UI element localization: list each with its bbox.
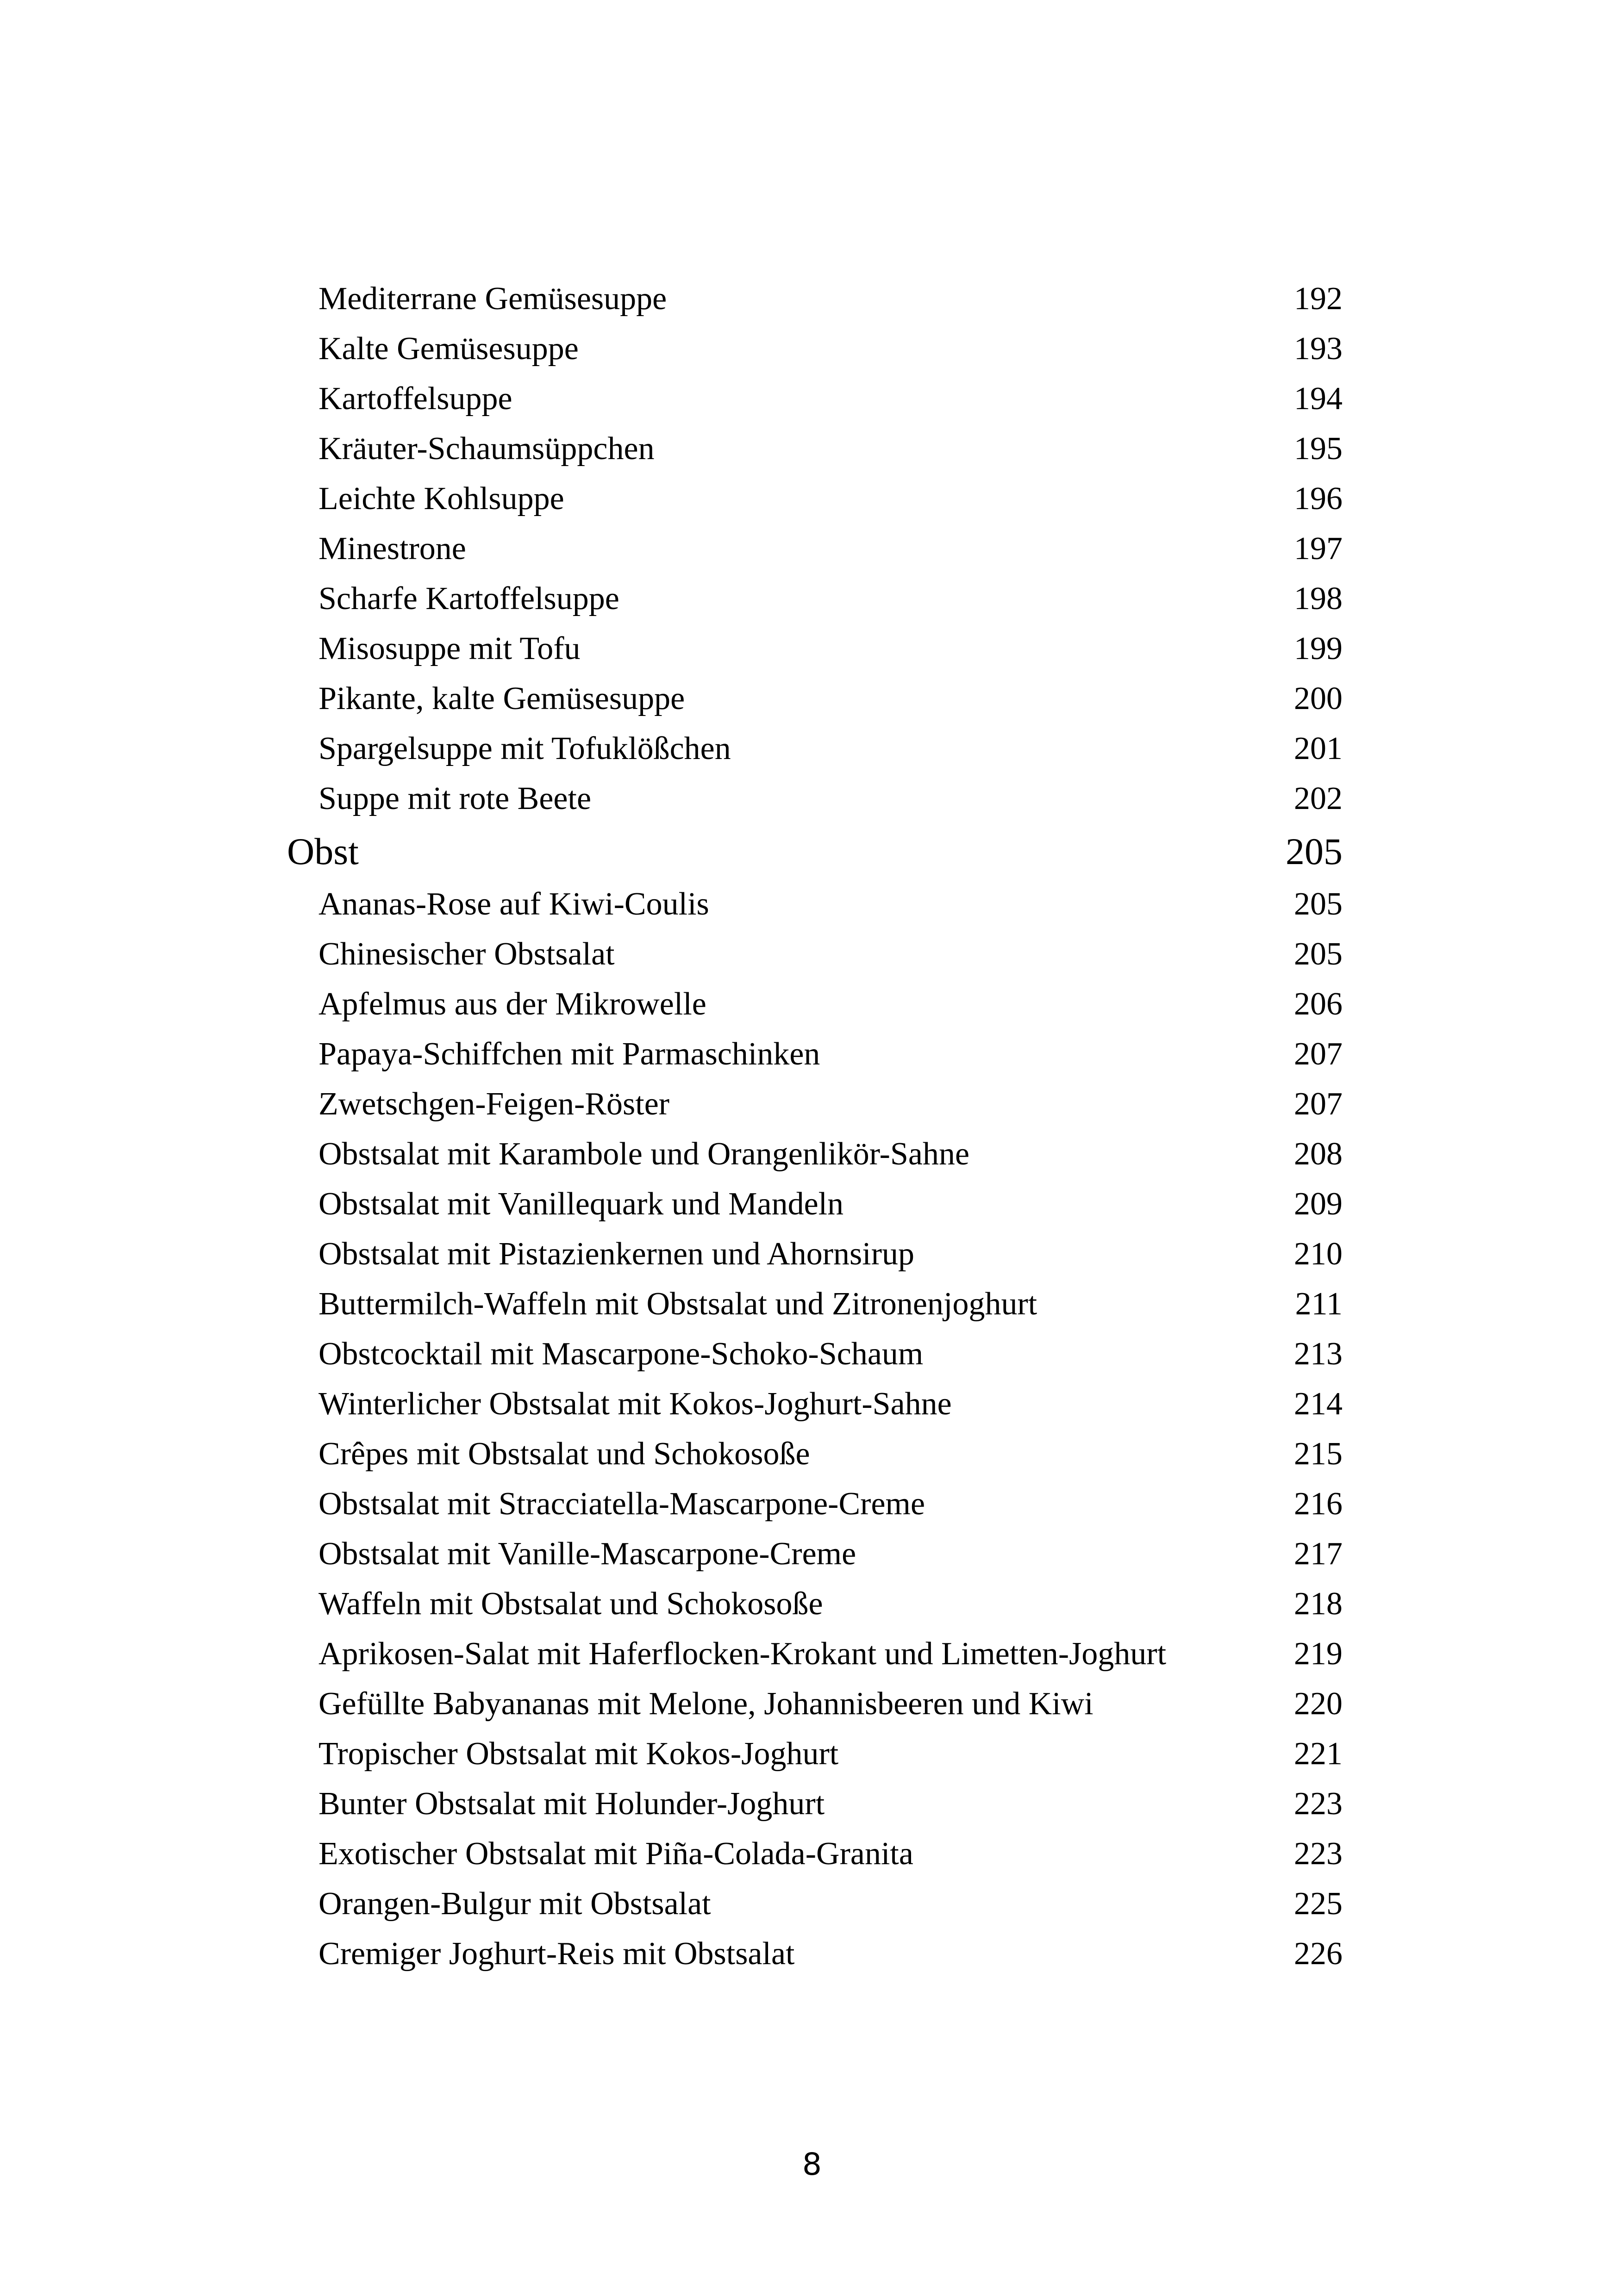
toc-entry (0, 1779, 1624, 1829)
toc-entry (0, 1879, 1624, 1929)
toc-entry-title: Zwetschgen-Feigen-Röster (319, 1086, 670, 1122)
toc-entry-page-number: 195 (1294, 431, 1343, 467)
toc-entry (0, 1729, 1624, 1779)
toc-entry (0, 1679, 1624, 1729)
toc-entry-title: Chinesischer Obstsalat (319, 936, 615, 972)
toc-entry-page-number: 221 (1294, 1736, 1343, 1772)
toc-entry (0, 624, 1624, 674)
toc-entry (0, 879, 1624, 929)
toc-entry-title: Crêpes mit Obstsalat und Schokosoße (319, 1436, 810, 1472)
toc-section-title: Obst (287, 830, 359, 872)
toc-entry (0, 724, 1624, 774)
toc-entry-page-number: 202 (1294, 781, 1343, 816)
toc-entry (0, 1479, 1624, 1529)
toc-entry-page-number: 215 (1294, 1436, 1343, 1472)
toc-entry (0, 274, 1624, 324)
toc-entry (0, 1429, 1624, 1479)
toc-entry-page-number: 210 (1294, 1236, 1343, 1272)
toc-entry-page-number: 213 (1294, 1336, 1343, 1372)
toc-entry-title: Waffeln mit Obstsalat und Schokosoße (319, 1586, 823, 1622)
toc-entry-title: Obstcocktail mit Mascarpone-Schoko-Schaum (319, 1336, 924, 1372)
toc-entry (0, 324, 1624, 374)
toc-entry-title: Gefüllte Babyananas mit Melone, Johannisbeeren und Kiwi (319, 1686, 1093, 1722)
toc-entry-title: Winterlicher Obstsalat mit Kokos-Joghurt-Sahne (319, 1386, 952, 1422)
toc-entry (0, 574, 1624, 624)
toc-entry (0, 1929, 1624, 1979)
toc-entry (0, 929, 1624, 979)
toc-entry-page-number: 206 (1294, 986, 1343, 1022)
toc-entry-page-number: 192 (1294, 281, 1343, 317)
toc-entry-page-number: 225 (1294, 1886, 1343, 1922)
toc-entry-title: Obstsalat mit Vanille-Mascarpone-Creme (319, 1536, 856, 1572)
toc-entry-title: Leichte Kohlsuppe (319, 481, 564, 516)
toc-entry-title: Obstsalat mit Karambole und Orangenlikör-Sahne (319, 1136, 970, 1172)
toc-entry-page-number: 217 (1294, 1536, 1343, 1572)
toc-entry-page-number: 205 (1294, 936, 1343, 972)
toc-entry-page-number: 207 (1294, 1086, 1343, 1122)
toc-entry-title: Kalte Gemüsesuppe (319, 331, 579, 367)
toc-entry (0, 1079, 1624, 1129)
toc-entry (0, 774, 1624, 824)
toc-entry (0, 1629, 1624, 1679)
toc-entry-page-number: 223 (1294, 1786, 1343, 1822)
toc-entry (0, 1329, 1624, 1379)
toc-entry-page-number: 211 (1295, 1286, 1343, 1322)
toc-entry-page-number: 208 (1294, 1136, 1343, 1172)
toc-entry-title: Obstsalat mit Vanillequark und Mandeln (319, 1186, 844, 1222)
toc-entry-page-number: 198 (1294, 581, 1343, 616)
toc-section-heading (0, 824, 1624, 879)
toc-entry-title: Kräuter-Schaumsüppchen (319, 431, 655, 467)
toc-entry-title: Tropischer Obstsalat mit Kokos-Joghurt (319, 1736, 839, 1772)
toc-entry (0, 1229, 1624, 1279)
toc-entry-page-number: 209 (1294, 1186, 1343, 1222)
toc-entry-page-number: 226 (1294, 1936, 1343, 1972)
toc-entry-page-number: 207 (1294, 1036, 1343, 1072)
toc-entry-title: Suppe mit rote Beete (319, 781, 592, 816)
toc-entry (0, 524, 1624, 574)
toc-entry-title: Pikante, kalte Gemüsesuppe (319, 681, 685, 716)
toc-entry-title: Cremiger Joghurt-Reis mit Obstsalat (319, 1936, 795, 1972)
toc-entry-title: Scharfe Kartoffelsuppe (319, 581, 619, 616)
toc-entry-page-number: 205 (1294, 886, 1343, 922)
toc-entry-title: Mediterrane Gemüsesuppe (319, 281, 667, 317)
toc-entry (0, 1829, 1624, 1879)
toc-entry (0, 1179, 1624, 1229)
toc-entry-title: Kartoffelsuppe (319, 381, 512, 417)
toc-entry (0, 374, 1624, 424)
toc-entry-title: Papaya-Schiffchen mit Parmaschinken (319, 1036, 820, 1072)
toc-entry-page-number: 200 (1294, 681, 1343, 716)
toc-entry-title: Spargelsuppe mit Tofuklößchen (319, 731, 731, 766)
toc-entry-title: Orangen-Bulgur mit Obstsalat (319, 1886, 711, 1922)
toc-entry (0, 1129, 1624, 1179)
toc-entry (0, 1379, 1624, 1429)
toc-entry-page-number: 199 (1294, 631, 1343, 666)
toc-entry (0, 1279, 1624, 1329)
toc-entry (0, 674, 1624, 724)
toc-entry-title: Apfelmus aus der Mikrowelle (319, 986, 706, 1022)
table-of-contents (0, 274, 1624, 1979)
toc-entry-title: Minestrone (319, 531, 466, 566)
toc-entry-title: Aprikosen-Salat mit Haferflocken-Krokant und Limetten-Joghurt (319, 1636, 1167, 1672)
toc-entry (0, 424, 1624, 474)
toc-section-page-number: 205 (1286, 830, 1343, 872)
toc-entry-page-number: 193 (1294, 331, 1343, 367)
toc-entry-page-number: 220 (1294, 1686, 1343, 1722)
toc-entry-page-number: 223 (1294, 1836, 1343, 1872)
toc-entry (0, 979, 1624, 1029)
toc-entry (0, 1029, 1624, 1079)
toc-entry-page-number: 201 (1294, 731, 1343, 766)
toc-entry (0, 474, 1624, 524)
toc-entry-title: Obstsalat mit Stracciatella-Mascarpone-Creme (319, 1486, 925, 1522)
toc-entry-title: Exotischer Obstsalat mit Piña-Colada-Granita (319, 1836, 913, 1872)
toc-entry-page-number: 197 (1294, 531, 1343, 566)
toc-entry-page-number: 216 (1294, 1486, 1343, 1522)
toc-entry-title: Ananas-Rose auf Kiwi-Coulis (319, 886, 709, 922)
page-number: 8 (802, 2147, 822, 2182)
toc-entry-title: Bunter Obstsalat mit Holunder-Joghurt (319, 1786, 825, 1822)
toc-entry (0, 1579, 1624, 1629)
toc-entry-title: Obstsalat mit Pistazienkernen und Ahornsirup (319, 1236, 915, 1272)
toc-entry-page-number: 196 (1294, 481, 1343, 516)
toc-entry-page-number: 194 (1294, 381, 1343, 417)
toc-entry-page-number: 218 (1294, 1586, 1343, 1622)
toc-entry-page-number: 219 (1294, 1636, 1343, 1672)
toc-entry-title: Buttermilch-Waffeln mit Obstsalat und Zitronenjoghurt (319, 1286, 1037, 1322)
toc-entry (0, 1529, 1624, 1579)
toc-entry-page-number: 214 (1294, 1386, 1343, 1422)
toc-entry-title: Misosuppe mit Tofu (319, 631, 581, 666)
